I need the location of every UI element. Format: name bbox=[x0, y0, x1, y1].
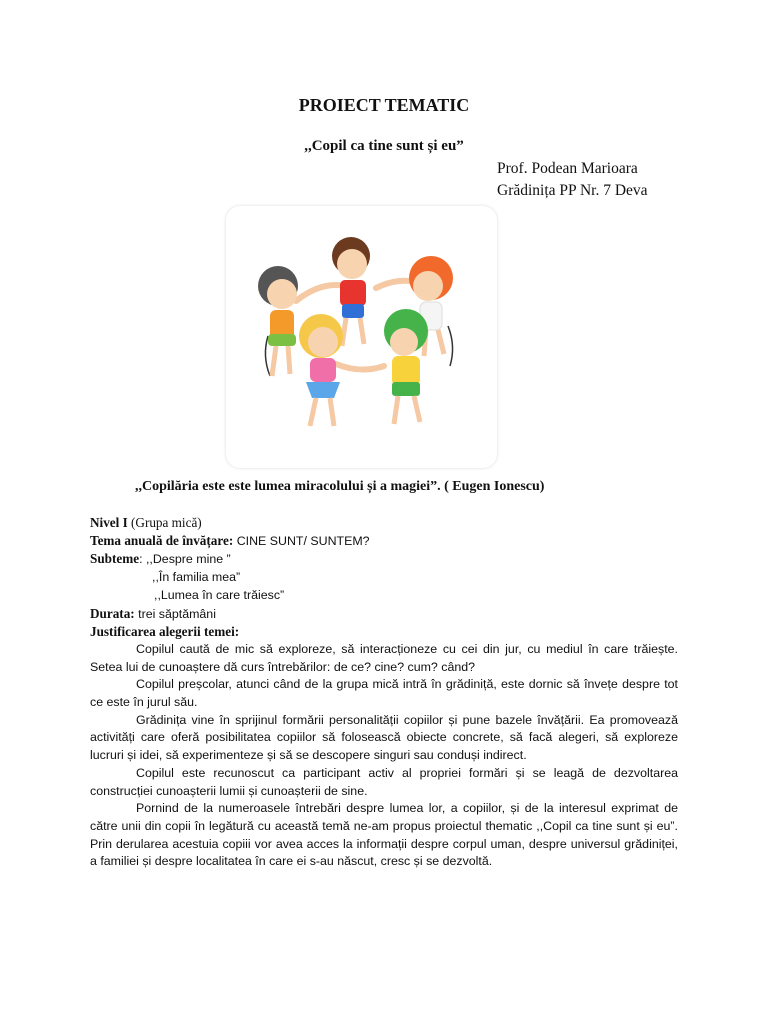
justification-heading: Justificarea alegerii temei: bbox=[90, 624, 240, 640]
author-block bbox=[497, 158, 648, 202]
subtheme-1: : ,,Despre mine ” bbox=[139, 552, 231, 567]
author-institution: Grădinița PP Nr. 7 Deva bbox=[497, 182, 648, 199]
subthemes-line bbox=[90, 550, 678, 569]
subtheme-2: ,,În familia mea” bbox=[152, 570, 241, 585]
duration-label: Durata: bbox=[90, 605, 135, 621]
paragraph: Copilul preșcolar, atunci când de la grupa mică intră în grădiniță, este dornic să învețe despre tot ce este în jurul său. bbox=[90, 677, 678, 710]
theme-label: Tema anuală de învățare: bbox=[90, 532, 234, 548]
level-line bbox=[90, 514, 678, 532]
paragraph: Copilul este recunoscut ca participant activ al propriei formări și se leagă de dezvoltarea construcției cunoașterii lumii și cunoașterii de sine. bbox=[90, 765, 678, 798]
subtheme-3: ,,Lumea în care trăiesc” bbox=[154, 587, 285, 602]
paragraph: Grădinița vine în sprijinul formării personalității copiilor și pune bazele învățării. Ea promovează activități care oferă posibilitatea copiilor să folosească obiecte concrete, să facă alegeri, să exploreze lucruri și idei, să experimenteze și să se descopere singuri sau conduși indirect. bbox=[90, 712, 678, 763]
duration-line bbox=[90, 605, 678, 624]
project-details bbox=[90, 514, 678, 871]
duration-value: trei săptămâni bbox=[134, 606, 216, 621]
project-subtitle: ,,Copil ca tine sunt și eu” bbox=[304, 138, 464, 154]
level-value: (Grupa mică) bbox=[127, 515, 202, 530]
epigraph-quote: ,,Copilăria este este lumea miracolului și a magiei”. ( Eugen Ionescu) bbox=[135, 479, 545, 494]
children-playing-image bbox=[226, 206, 497, 468]
theme-value: CINE SUNT/ SUNTEM? bbox=[233, 533, 370, 548]
children-circle-illustration bbox=[226, 206, 497, 468]
theme-line bbox=[90, 532, 678, 551]
justification-text bbox=[90, 641, 678, 871]
paragraph: Pornind de la numeroasele întrebări despre lumea lor, a copiilor, și de la interesul exprimat de către unii din copii în legătură cu această temă ne-am propus proiectul thematic ,,Copil ca tine sunt și eu”. Prin derularea acestuia copiii vor avea acces la informații despre corpul uman, despre universul grădiniței, a familiei și despre localitatea în care ei s-au născut, cresc și se dezvoltă. bbox=[90, 801, 678, 869]
subthemes-label: Subteme bbox=[90, 551, 140, 567]
page-title: PROIECT TEMATIC bbox=[298, 95, 470, 115]
paragraph: Copilul caută de mic să exploreze, să interacționeze cu cei din jur, cu mediul în care trăiește. Setea lui de cunoaștere dă curs întrebărilor: de ce? cine? cum? când? bbox=[90, 641, 678, 674]
author-name: Prof. Podean Marioara bbox=[497, 160, 638, 177]
level-label: Nivel I bbox=[90, 515, 128, 530]
